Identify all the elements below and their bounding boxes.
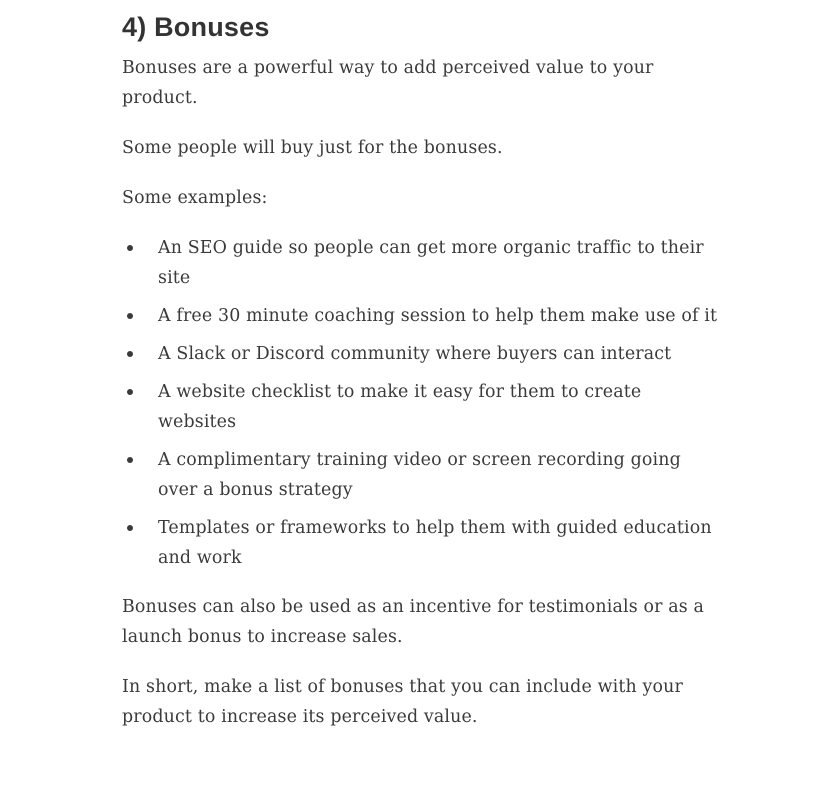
list-item	[122, 513, 722, 573]
bullet-icon	[127, 351, 133, 357]
list-item-text: Templates or frameworks to help them with guided education and work	[158, 518, 712, 568]
list-item	[122, 233, 722, 293]
list-item-text: An SEO guide so people can get more organic traffic to their site	[158, 238, 704, 288]
bullet-icon	[127, 389, 133, 395]
list-item-text: A complimentary training video or screen recording going over a bonus strategy	[158, 450, 681, 500]
bonus-examples-list	[122, 233, 722, 573]
list-item-text: A free 30 minute coaching session to help them make use of it	[158, 306, 718, 326]
list-item	[122, 339, 722, 369]
bullet-icon	[127, 245, 133, 251]
intro-paragraph: Bonuses are a powerful way to add perceived value to your product.	[122, 58, 654, 108]
intro-paragraph: Some examples:	[122, 188, 268, 208]
section-heading: 4) Bonuses	[122, 12, 270, 42]
list-item-text: A website checklist to make it easy for them to create websites	[158, 382, 642, 432]
bullet-icon	[127, 313, 133, 319]
bullet-icon	[127, 525, 133, 531]
intro-paragraph: Some people will buy just for the bonuses.	[122, 138, 503, 158]
bullet-icon	[127, 457, 133, 463]
list-item	[122, 377, 722, 437]
list-item-text: A Slack or Discord community where buyers can interact	[158, 344, 672, 364]
article-content	[122, 8, 722, 752]
list-item	[122, 445, 722, 505]
list-item	[122, 301, 722, 331]
closing-paragraph: In short, make a list of bonuses that you can include with your product to increase its perceived value.	[122, 677, 683, 727]
closing-paragraph: Bonuses can also be used as an incentive for testimonials or as a launch bonus to increase sales.	[122, 597, 705, 647]
